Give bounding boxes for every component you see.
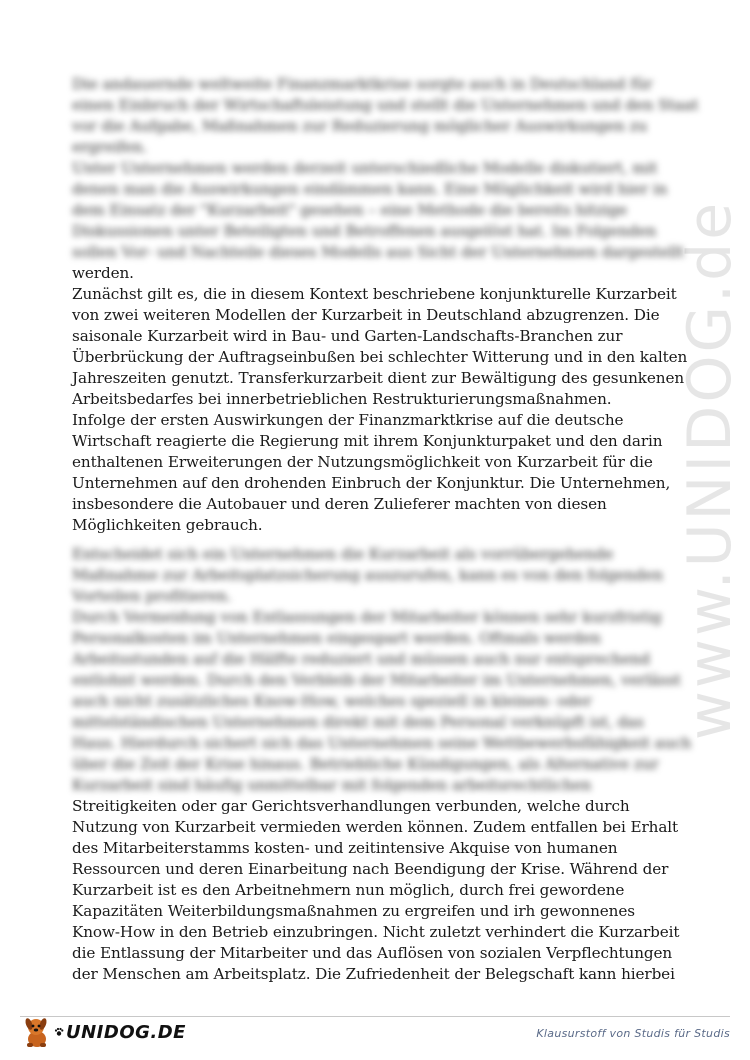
- text-line: des Mitarbeiterstamms kosten- und zeitintensive Akquise von humanen: [72, 839, 618, 857]
- text-line: Nutzung von Kurzarbeit vermieden werden können. Zudem entfallen bei Erhalt: [72, 818, 679, 836]
- text-line: mittelständischen Unternehmen direkt mit dem Personal verknüpft ist, das: [72, 713, 644, 731]
- text-line: Wirtschaft reagierte die Regierung mit ihrem Konjunkturpaket und den darin: [72, 432, 663, 450]
- text-line: Arbeitsstunden auf die Hälfte reduziert und müssen auch nur entsprechend: [72, 650, 650, 668]
- blurred-text-block-1: [72, 74, 699, 263]
- text-line: Unternehmen auf den drohenden Einbruch der Konjunktur. Die Unternehmen,: [72, 474, 671, 492]
- text-line: Kurzarbeit ist es den Arbeitnehmern nun möglich, durch frei gewordene: [72, 881, 625, 899]
- text-line: denen man die Auswirkungen eindämmen kann. Eine Möglichkeit wird hier in: [72, 180, 668, 198]
- clear-text-block-1: [72, 263, 688, 536]
- watermark: www.UNIDOG.de: [675, 199, 745, 741]
- text-line: einen Einbruch der Wirtschaftsleistung und stellt die Unternehmen und den Staat: [72, 96, 699, 114]
- paragraph-block-2: [72, 544, 692, 985]
- text-line: Maßnahme zur Arbeitsplatzsicherung auszurufen, kann es von den folgenden: [72, 566, 664, 584]
- text-line: werden.: [72, 264, 134, 282]
- text-line: Die andauernde weltweite Finanzmarktkrise sorgte auch in Deutschland für: [72, 75, 653, 93]
- text-line: saisonale Kurzarbeit wird in Bau- und Garten-Landschafts-Branchen zur: [72, 327, 623, 345]
- logo-text: UNIDOG.DE: [66, 1021, 186, 1043]
- text-line: Kapazitäten Weiterbildungsmaßnahmen zu ergreifen und irh gewonnenes: [72, 902, 635, 920]
- text-line: Entscheidet sich ein Unternehmen die Kurzarbeit als vorrübergehende: [72, 545, 614, 563]
- text-line: vor die Aufgabe, Maßnahmen zur Reduzierung möglicher Auswirkungen zu: [72, 117, 648, 135]
- text-line: Infolge der ersten Auswirkungen der Finanzmarktkrise auf die deutsche: [72, 411, 624, 429]
- text-line: über die Zeit der Krise hinaus. Betriebliche Kündigungen, als Alternative zur: [72, 755, 659, 773]
- dog-mascot-icon: [22, 1015, 52, 1049]
- text-line: Ressourcen und deren Einarbeitung nach Beendigung der Krise. Während der: [72, 860, 669, 878]
- text-line: Kurzarbeit sind häufig unmittelbar mit folgenden arbeitsrechtlichen: [72, 776, 592, 794]
- text-line: Unter Unternehmen werden derzeit unterschiedliche Modelle diskutiert, mit: [72, 159, 658, 177]
- text-line: Personalkosten im Unternehmen eingespart werden. Oftmals werden: [72, 629, 601, 647]
- text-line: die Entlassung der Mitarbeiter und das Auflösen von sozialen Verpflechtungen: [72, 944, 673, 962]
- blurred-text-block-2: [72, 544, 692, 796]
- footer-tagline: Klausurstoff von Studis für Studis: [536, 1027, 730, 1040]
- text-line: enthaltenen Erweiterungen der Nutzungsmöglichkeit von Kurzarbeit für die: [72, 453, 653, 471]
- text-line: dem Einsatz der "Kurzarbeit" gesehen – eine Methode die bereits hitzige: [72, 201, 628, 219]
- text-line: Zunächst gilt es, die in diesem Kontext beschriebene konjunkturelle Kurzarbeit: [72, 285, 677, 303]
- text-line: auch nicht zusätzliches Know-How, welches speziell in kleinen- oder: [72, 692, 592, 710]
- text-line: Arbeitsbedarfes bei innerbetrieblichen Restrukturierungsmaßnahmen.: [72, 390, 612, 408]
- paragraph-block-1: [72, 74, 699, 536]
- text-line: Haus. Hierdurch sichert sich das Unternehmen seine Wettbewerbsfähigkeit auch: [72, 734, 692, 752]
- paw-icon: [54, 1027, 64, 1037]
- text-line: insbesondere die Autobauer und deren Zulieferer machten von diesen: [72, 495, 607, 513]
- text-line: entlohnt werden. Durch den Verbleib der Mitarbeiter im Unternehmen, verlässt: [72, 671, 681, 689]
- text-line: sollen Vor- und Nachteile dieses Modells aus Sicht der Unternehmen dargestellt: [72, 243, 685, 261]
- text-line: Überbrückung der Auftragseinbußen bei schlechter Witterung und in den kalten: [72, 348, 688, 366]
- text-line: Möglichkeiten gebrauch.: [72, 516, 263, 534]
- text-line: Vorteilen profitieren.: [72, 587, 232, 605]
- text-line: ergreifen.: [72, 138, 148, 156]
- text-line: von zwei weiteren Modellen der Kurzarbeit in Deutschland abzugrenzen. Die: [72, 306, 660, 324]
- text-line: der Menschen am Arbeitsplatz. Die Zufriedenheit der Belegschaft kann hierbei: [72, 965, 675, 983]
- clear-text-block-2: [72, 796, 680, 985]
- text-line: Know-How in den Betrieb einzubringen. Nicht zuletzt verhindert die Kurzarbeit: [72, 923, 680, 941]
- text-line: Durch Vermeidung von Entlassungen der Mitarbeiter können sehr kurzfristig: [72, 608, 662, 626]
- text-line: Streitigkeiten oder gar Gerichtsverhandlungen verbunden, welche durch: [72, 797, 630, 815]
- text-line: Diskussionen unter Beteiligten und Betroffenen ausgelöst hat. Im Folgenden: [72, 222, 657, 240]
- text-line: Jahreszeiten genutzt. Transferkurzarbeit dient zur Bewältigung des gesunkenen: [72, 369, 685, 387]
- unidog-logo: [22, 1014, 186, 1050]
